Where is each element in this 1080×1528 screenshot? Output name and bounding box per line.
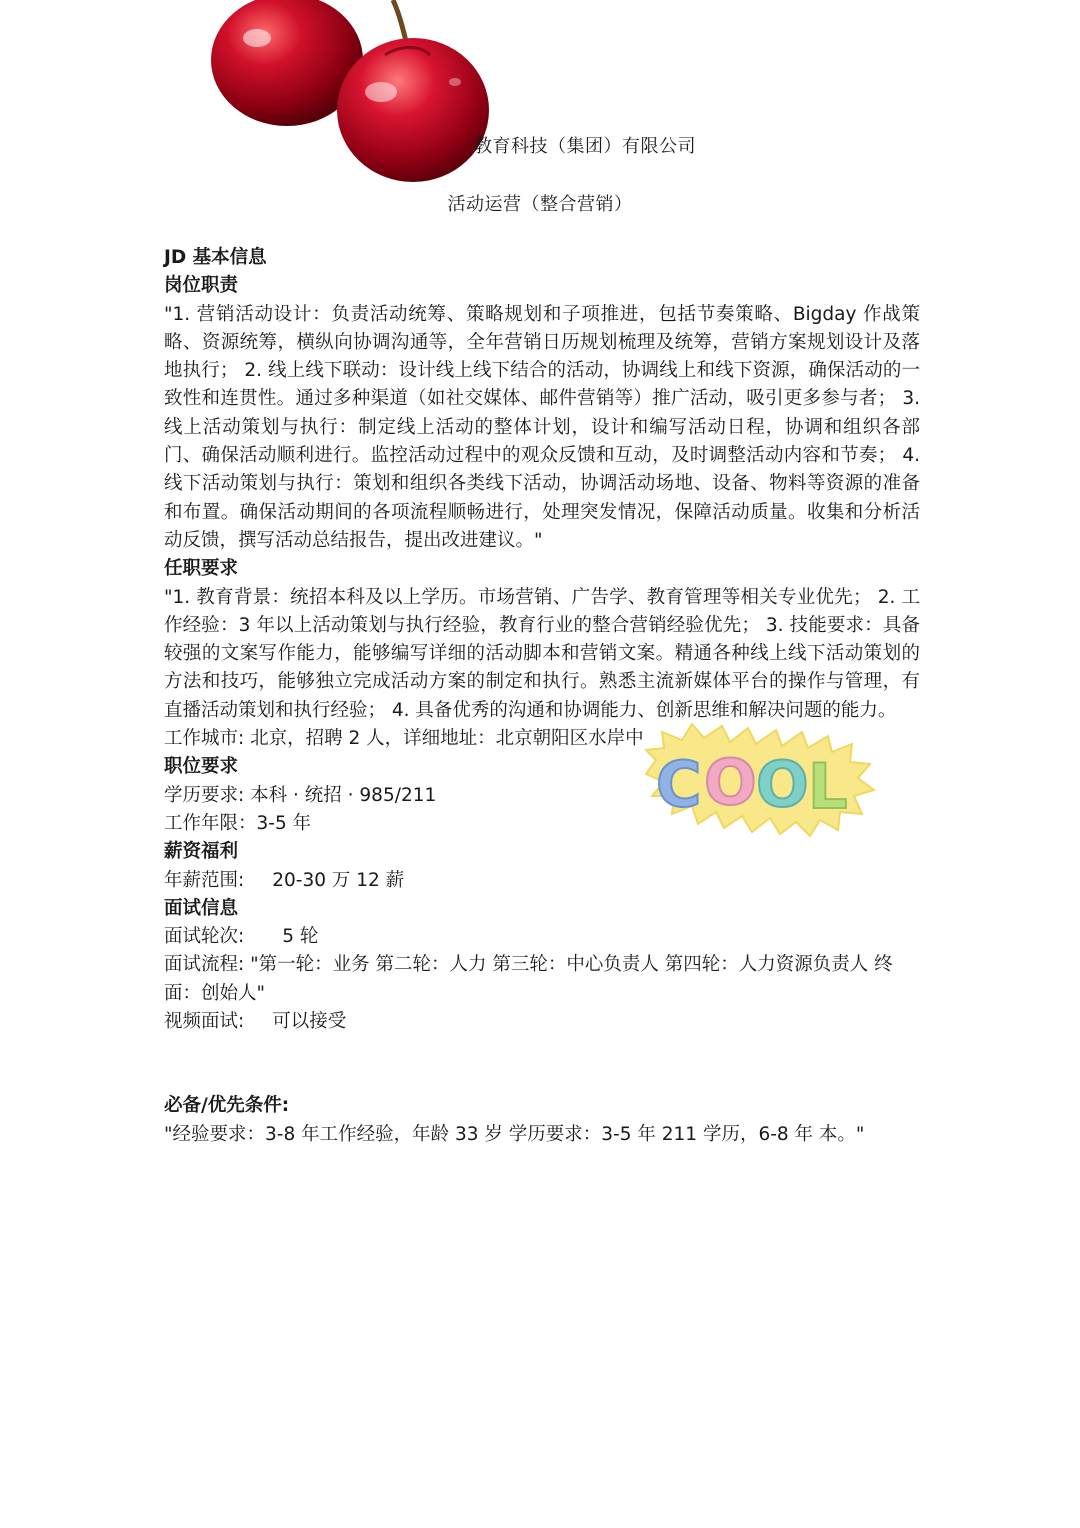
spacer xyxy=(164,1036,920,1092)
salary-heading: 薪资福利 xyxy=(164,841,239,863)
cool-letter-c: C xyxy=(656,748,702,821)
education-requirement: 学历要求: 本科 · 统招 · 985/211 xyxy=(164,784,437,806)
duties-heading: 岗位职责 xyxy=(164,275,239,297)
cool-sticker xyxy=(642,720,878,838)
position-requirements-heading: 职位要求 xyxy=(164,756,239,778)
company-name: 教育科技（集团）有限公司 xyxy=(474,136,696,157)
cool-letter-o1: O xyxy=(704,746,757,819)
requirements-heading: 任职要求 xyxy=(164,558,239,580)
video-value: 可以接受 xyxy=(272,1011,347,1033)
salary-label: 年薪范围: xyxy=(164,869,245,891)
salary-row xyxy=(164,867,920,895)
cherries-icon xyxy=(205,0,505,190)
rounds-value: 5 轮 xyxy=(282,926,319,948)
interview-heading: 面试信息 xyxy=(164,897,239,919)
cool-letter-o2: O xyxy=(756,748,809,821)
duties-text: "1. 营销活动设计：负责活动统筹、策略规划和子项推进，包括节奏策略、Bigday 作战策略、资源统筹，横纵向协调沟通等，全年营销日历规划梳理及统筹，营销方案规划设计及落地执行； 2. 线上线下联动：设计线上线下结合的活动，协调线上和线下资源，确保活动的一致性和连贯性。通过多种渠道（如社交媒体、邮件营销等）推广活动，吸引更多参与者； 3. 线上活动策划与执行：制定线上活动的整体计划，设计和编写活动日程，协调和组织各部门、确保活动顺利进行。监控活动过程中的观众反馈和互动，及时调整活动内容和节奏； 4. 线下活动策划与执行：策划和组织各类线下活动，协调活动场地、设备、物料等资源的准备和布置。确保活动期间的各项流程顺畅进行，处理突发情况，保障活动质量。收集和分析活动反馈，撰写活动总结报告，提出改进建议。" xyxy=(164,303,920,551)
years-requirement: 工作年限：3-5 年 xyxy=(164,812,312,834)
video-label: 视频面试: xyxy=(164,1011,245,1033)
jd-basic-heading: JD 基本信息 xyxy=(164,247,267,268)
video-row xyxy=(164,1008,920,1036)
cool-letter-l: L xyxy=(808,750,848,823)
rounds-label: 面试轮次: xyxy=(164,926,245,948)
must-heading: 必备/优先条件: xyxy=(164,1095,290,1117)
rounds-row xyxy=(164,923,920,951)
must-text: "经验要求：3-8 年工作经验，年龄 33 岁 学历要求：3-5 年 211 学历，6-8 年 本。" xyxy=(164,1123,865,1145)
jd-content xyxy=(164,244,920,1149)
work-city-line: 工作城市: 北京，招聘 2 人，详细地址：北京朝阳区水岸中 xyxy=(164,728,644,750)
job-title: 活动运营（整合营销） xyxy=(447,194,633,215)
interview-process: 面试流程: "第一轮：业务 第二轮：人力 第三轮：中心负责人 第四轮：人力资源负责人 终面：创始人" xyxy=(164,954,893,1004)
requirements-text: "1. 教育背景：统招本科及以上学历。市场营销、广告学、教育管理等相关专业优先； 2. 工作经验：3 年以上活动策划与执行经验，教育行业的整合营销经验优先； 3. 技能要求：具备较强的文案写作能力，能够编写详细的活动脚本和营销文案。精通各种线上线下活动策划的方法和技巧，能够独立完成活动方案的制定和执行。熟悉主流新媒体平台的操作与管理，有直播活动策划和执行经验； 4. 具备优秀的沟通和协调能力、创新思维和解决问题的能力。 xyxy=(164,586,920,721)
salary-value: 20-30 万 12 薪 xyxy=(272,869,405,891)
